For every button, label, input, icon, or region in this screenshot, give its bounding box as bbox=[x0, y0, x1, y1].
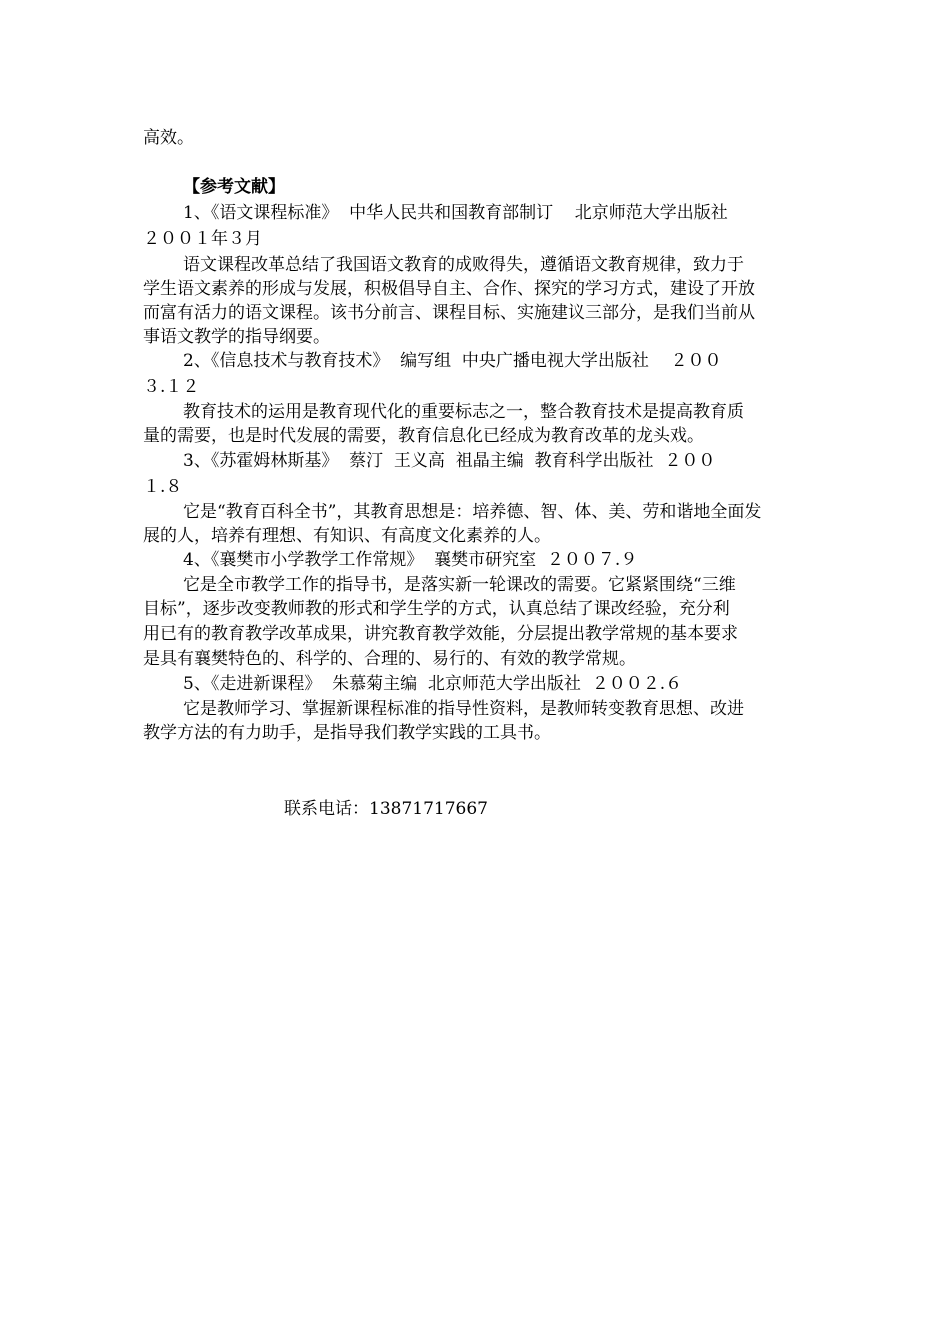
intro-tail-text: 高效。 bbox=[143, 128, 194, 148]
reference-2-description: 教育技术的运用是教育现代化的重要标志之一，整合教育技术是提高教育质 bbox=[183, 402, 744, 422]
reference-1-description: 语文课程改革总结了我国语文教育的成败得失，遵循语文教育规律，致力于 bbox=[183, 255, 744, 275]
reference-3-description: 展的人，培养有理想、有知识、有高度文化素养的人。 bbox=[143, 526, 551, 546]
reference-4-description: 它是全市教学工作的指导书，是落实新一轮课改的需要。它紧紧围绕“三维 bbox=[183, 575, 736, 595]
reference-2-citation: 2、《信息技术与教育技术》 编写组 中央广播电视大学出版社 ２００ bbox=[183, 351, 722, 371]
reference-4-description: 目标”，逐步改变教师教的形式和学生学的方式，认真总结了课改经验，充分利 bbox=[143, 599, 730, 619]
reference-3-description: 它是“教育百科全书”，其教育思想是：培养德、智、体、美、劳和谐地全面发 bbox=[183, 502, 762, 522]
reference-4-citation: 4、《襄樊市小学教学工作常规》 襄樊市研究室 ２００７.９ bbox=[183, 550, 638, 570]
reference-3-citation-cont: １.８ bbox=[143, 477, 183, 497]
reference-1-description: 事语文教学的指导纲要。 bbox=[143, 327, 330, 347]
reference-5-description: 它是教师学习、掌握新课程标准的指导性资料，是教师转变教育思想、改进 bbox=[183, 699, 744, 719]
reference-5-description: 教学方法的有力助手，是指导我们教学实践的工具书。 bbox=[143, 723, 551, 743]
reference-1-description: 学生语文素养的形成与发展，积极倡导自主、合作、探究的学习方式，建设了开放 bbox=[143, 279, 755, 299]
reference-5-citation: 5、《走进新课程》 朱慕菊主编 北京师范大学出版社 ２００２.６ bbox=[183, 674, 683, 694]
reference-3-citation: 3、《苏霍姆林斯基》 蔡汀 王义高 祖晶主编 教育科学出版社 ２００ bbox=[183, 451, 716, 471]
reference-1-citation: 1、《语文课程标准》 中华人民共和国教育部制订 北京师范大学出版社 bbox=[183, 203, 728, 223]
references-heading: 【参考文献】 bbox=[183, 177, 285, 197]
reference-2-description: 量的需要，也是时代发展的需要，教育信息化已经成为教育改革的龙头戏。 bbox=[143, 426, 704, 446]
reference-1-description: 而富有活力的语文课程。该书分前言、课程目标、实施建议三部分，是我们当前从 bbox=[143, 303, 755, 323]
reference-4-description: 用已有的教育教学改革成果，讲究教育教学效能，分层提出教学常规的基本要求 bbox=[143, 624, 738, 644]
reference-1-citation-cont: ２００１年３月 bbox=[143, 229, 262, 249]
contact-phone: 联系电话：13871717667 bbox=[284, 799, 488, 819]
reference-2-citation-cont: ３.１２ bbox=[143, 377, 200, 397]
reference-4-description: 是具有襄樊特色的、科学的、合理的、易行的、有效的教学常规。 bbox=[143, 649, 636, 669]
